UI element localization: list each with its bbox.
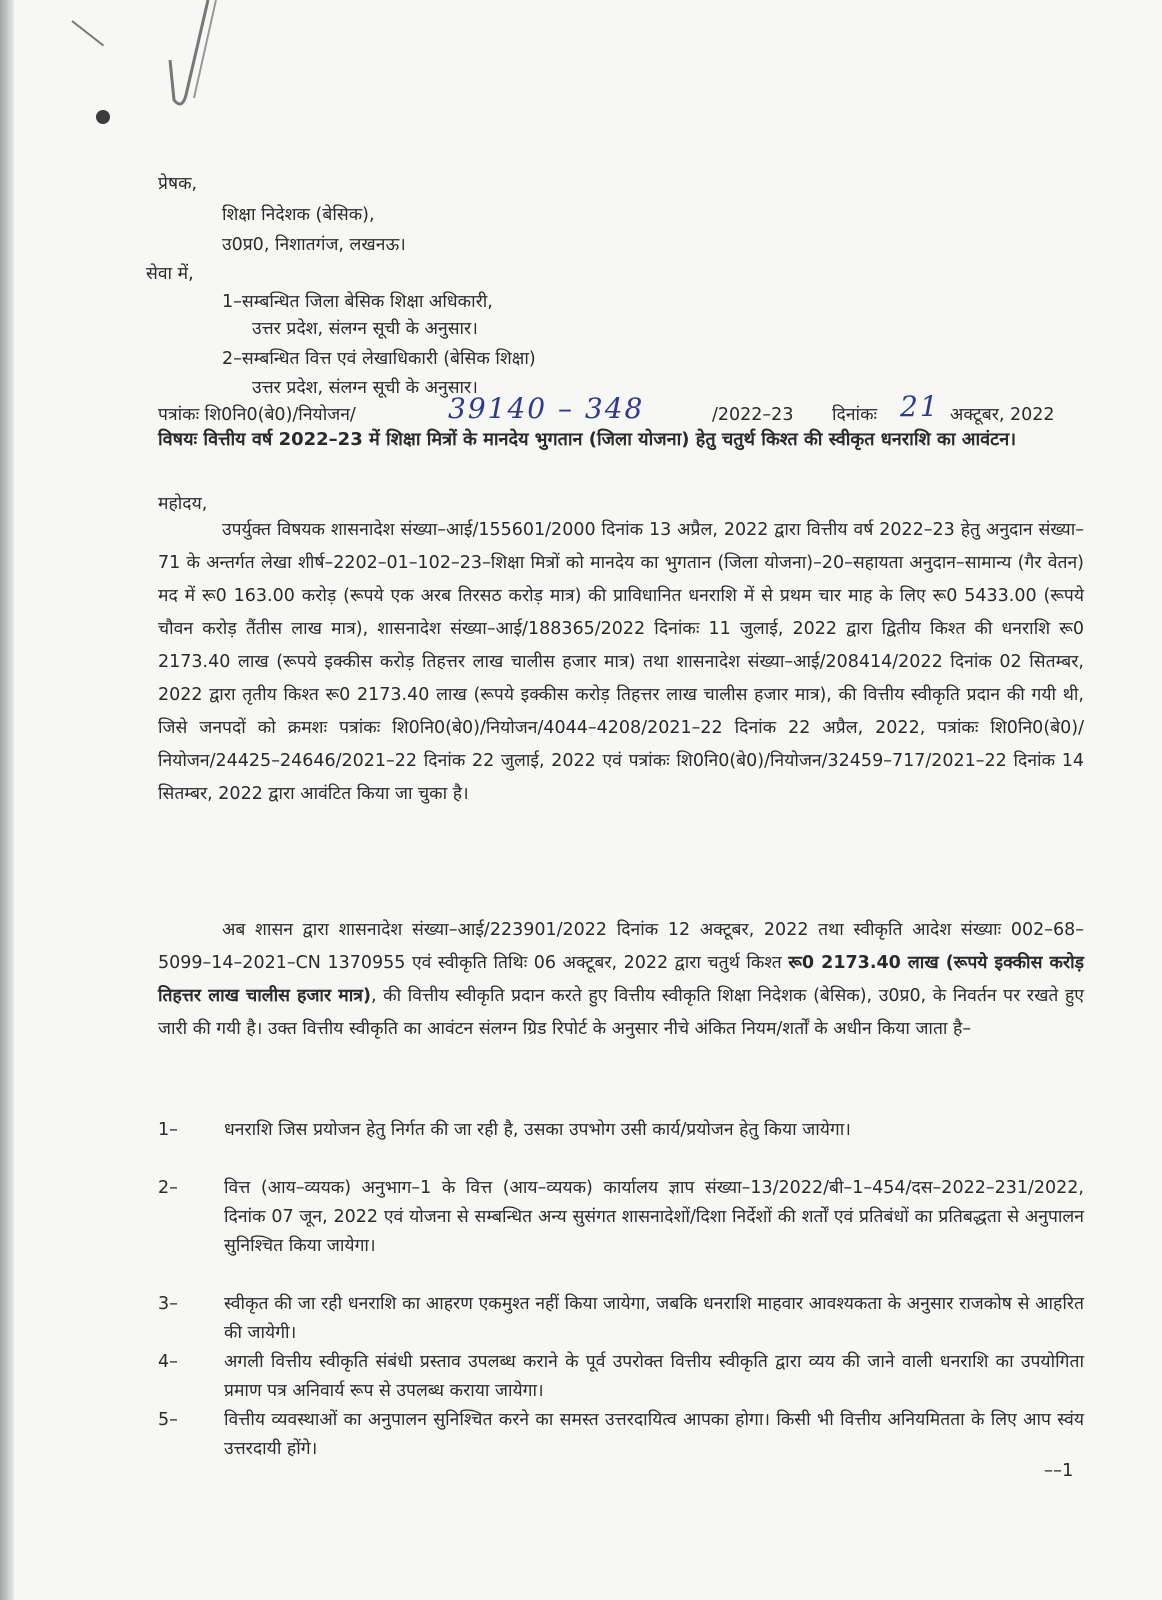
condition-item (158, 1290, 1084, 1348)
recipient-item-2-line-1: 2–सम्बन्धित वित्त एवं लेखाधिकारी (बेसिक शिक्षा) (222, 349, 536, 369)
body-paragraph-2 (158, 914, 1084, 1046)
condition-text: वित्त (आय–व्ययक) अनुभाग–1 के वित्त (आय–व्ययक) कार्यालय ज्ञाप संख्या–13/2022/बी–1–454/दस–2022–231/2022, दिनांक 07 जून, 2022 एवं योजना से सम्बन्धित अन्य सुसंगत शासनादेशों/दिशा निर्देशों की शर्तों एवं प्रतिबंधों का प्रतिबद्धता से अनुपालन सुनिश्चित किया जायेगा। (224, 1178, 1084, 1256)
condition-item (158, 1174, 1084, 1261)
handwritten-date-day: 21 (900, 390, 940, 423)
page-number-marker: ––1 (1044, 1460, 1074, 1481)
scan-mark (71, 20, 104, 46)
paper-clip-icon (168, 0, 228, 112)
body-paragraph-1: उपर्युक्त विषयक शासनादेश संख्या–आई/155601/2000 दिनांक 13 अप्रैल, 2022 द्वारा वित्तीय वर्ष 2022–23 हेतु अनुदान संख्या–71 के अन्तर्गत लेखा शीर्ष–2202–01–102–23–शिक्षा मित्रों को मानदेय का भुगतान (जिला योजना)–20–सहायता अनुदान–सामान्य (गैर वेतन) मद में रू0 163.00 करोड़ (रूपये एक अरब तिरसठ करोड़ मात्र) की प्राविधानित धनराशि में से प्रथम चार माह के लिए रू0 5433.00 (रूपये चौवन करोड़ तैंतीस लाख मात्र), शासनादेश संख्या–आई/188365/2022 दिनांकः 11 जुलाई, 2022 द्वारा द्वितीय किश्त की धनराशि रू0 2173.40 लाख (रूपये इक्कीस करोड़ तिहत्तर लाख चालीस हजार मात्र) तथा शासनादेश संख्या–आई/208414/2022 दिनांक 02 सितम्बर, 2022 द्वारा तृतीय किश्त रू0 2173.40 लाख (रूपये इक्कीस करोड़ तिहत्तर लाख चालीस हजार मात्र), की वित्तीय स्वीकृति प्रदान की गयी थी, जिसे जनपदों को क्रमशः पत्रांकः शि0नि0(बे0)/नियोजन/4044–4208/2021–22 दिनांक 22 अप्रैल, 2022, पत्रांकः शि0नि0(बे0)/नियोजन/24425–24646/2021–22 दिनांक 22 जुलाई, 2022 एवं पत्रांकः शि0नि0(बे0)/नियोजन/32459–717/2021–22 दिनांक 14 सितम्बर, 2022 द्वारा आवंटित किया जा चुका है। (158, 520, 1084, 804)
subject-line: विषयः वित्तीय वर्ष 2022–23 में शिक्षा मित्रों के मानदेय भुगतान (जिला योजना) हेतु चतुर्थ किश्त की स्वीकृत धनराशि का आवंटन। (158, 429, 1017, 450)
condition-number: 2– (158, 1178, 178, 1198)
condition-number: 3– (158, 1294, 178, 1314)
condition-number: 4– (158, 1352, 178, 1372)
condition-text: धनराशि जिस प्रयोजन हेतु निर्गत की जा रही है, उसका उपभोग उसी कार्य/प्रयोजन हेतु किया जायेगा। (224, 1120, 851, 1140)
reference-year: /2022–23 (712, 405, 794, 425)
condition-number: 1– (158, 1120, 178, 1140)
salutation: महोदय, (158, 494, 208, 514)
condition-number: 5– (158, 1410, 178, 1430)
punch-hole-icon (96, 110, 110, 124)
condition-item (158, 1406, 1084, 1464)
condition-item (158, 1116, 1084, 1145)
condition-item (158, 1348, 1084, 1406)
recipient-item-2-line-2: उत्तर प्रदेश, संलग्न सूची के अनुसार। (252, 378, 478, 398)
reference-month-year: अक्टूबर, 2022 (950, 405, 1055, 425)
paragraph-2-amount-bold: रू0 2173.40 लाख (रूपये इक्कीस करोड़ तिहत्तर लाख चालीस हजार मात्र) (158, 953, 1084, 1006)
sender-line-2: उ0प्र0, निशातगंज, लखनऊ। (222, 235, 406, 255)
reference-date-label: दिनांकः (832, 405, 878, 425)
recipient-label: सेवा में, (146, 264, 194, 284)
recipient-item-1-line-1: 1–सम्बन्धित जिला बेसिक शिक्षा अधिकारी, (222, 292, 493, 312)
sender-label: प्रेषक, (158, 174, 198, 194)
scan-edge-shadow (0, 0, 14, 1600)
condition-text: वित्तीय व्यवस्थाओं का अनुपालन सुनिश्चित करने का समस्त उत्तरदायित्व आपका होगा। किसी भी वित्तीय अनियमितता के लिए आप स्वंय उत्तरदायी होंगे। (224, 1410, 1084, 1459)
handwritten-reference-number: 39140 – 348 (448, 392, 645, 425)
paragraph-2-text-a: अब शासन द्वारा शासनादेश संख्या–आई/223901/2022 दिनांक 12 अक्टूबर, 2022 तथा स्वीकृति आदेश संख्याः 002–68–5099–14–2021–CN 1370955 एवं स्वीकृति तिथिः 06 अक्टूबर, 2022 द्वारा चतुर्थ किश्त (158, 920, 1084, 973)
reference-prefix: पत्रांकः शि0नि0(बे0)/नियोजन/ (158, 405, 356, 425)
condition-text: स्वीकृत की जा रही धनराशि का आहरण एकमुश्त नहीं किया जायेगा, जबकि धनराशि माहवार आवश्यकता के अनुसार राजकोष से आहरित की जायेगी। (224, 1294, 1084, 1343)
recipient-item-1-line-2: उत्तर प्रदेश, संलग्न सूची के अनुसार। (252, 319, 478, 339)
sender-line-1: शिक्षा निदेशक (बेसिक), (222, 205, 375, 225)
paragraph-2-text-b: , की वित्तीय स्वीकृति प्रदान करते हुए वित्तीय स्वीकृति शिक्षा निदेशक (बेसिक), उ0प्र0, के निवर्तन पर रखते हुए जारी की गयी है। उक्त वित्तीय स्वीकृति का आवंटन संलग्न ग्रिड रिपोर्ट के अनुसार नीचे अंकित नियम/शर्तों के अधीन किया जाता है– (158, 986, 1084, 1039)
condition-text: अगली वित्तीय स्वीकृति संबंधी प्रस्ताव उपलब्ध कराने के पूर्व उपरोक्त वित्तीय स्वीकृति द्वारा व्यय की जाने वाली धनराशि का उपयोगिता प्रमाण पत्र अनिवार्य रूप से उपलब्ध कराया जायेगा। (224, 1352, 1084, 1401)
